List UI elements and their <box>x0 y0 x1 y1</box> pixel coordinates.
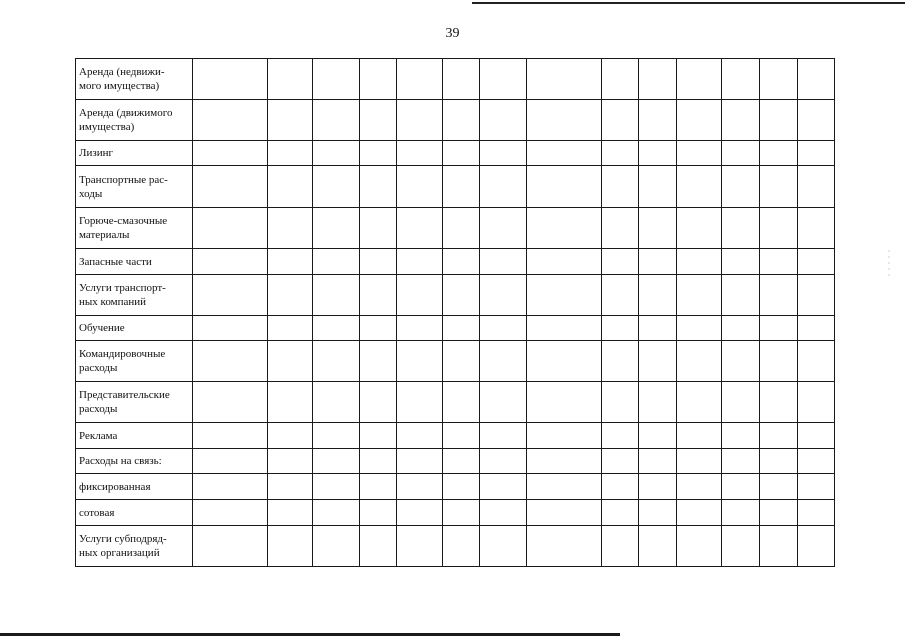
row-label: Услуги субподряд- ных организаций <box>76 526 193 567</box>
empty-cell <box>443 249 480 275</box>
empty-cell <box>360 59 397 100</box>
empty-cell <box>480 526 527 567</box>
empty-cell <box>193 59 268 100</box>
empty-cell <box>760 382 798 423</box>
empty-cell <box>639 100 677 141</box>
empty-cell <box>360 316 397 341</box>
empty-cell <box>760 249 798 275</box>
empty-cell <box>722 166 760 208</box>
empty-cell <box>639 382 677 423</box>
empty-cell <box>677 275 722 316</box>
empty-cell <box>480 449 527 474</box>
empty-cell <box>480 341 527 382</box>
empty-cell <box>397 249 443 275</box>
empty-cell <box>360 474 397 500</box>
empty-cell <box>443 474 480 500</box>
empty-cell <box>443 526 480 567</box>
empty-cell <box>639 208 677 249</box>
empty-cell <box>798 382 835 423</box>
empty-cell <box>527 382 602 423</box>
empty-cell <box>193 526 268 567</box>
empty-cell <box>677 100 722 141</box>
empty-cell <box>798 423 835 449</box>
empty-cell <box>639 249 677 275</box>
expense-table <box>75 58 835 567</box>
empty-cell <box>677 208 722 249</box>
empty-cell <box>268 275 313 316</box>
empty-cell <box>602 59 639 100</box>
empty-cell <box>268 341 313 382</box>
row-label: Лизинг <box>76 141 193 166</box>
empty-cell <box>798 249 835 275</box>
empty-cell <box>397 474 443 500</box>
empty-cell <box>480 100 527 141</box>
empty-cell <box>480 382 527 423</box>
empty-cell <box>443 275 480 316</box>
empty-cell <box>313 275 360 316</box>
empty-cell <box>722 474 760 500</box>
empty-cell <box>602 166 639 208</box>
row-label: сотовая <box>76 500 193 526</box>
empty-cell <box>443 100 480 141</box>
empty-cell <box>677 474 722 500</box>
empty-cell <box>677 141 722 166</box>
empty-cell <box>360 526 397 567</box>
empty-cell <box>268 382 313 423</box>
empty-cell <box>443 208 480 249</box>
empty-cell <box>443 341 480 382</box>
empty-cell <box>722 59 760 100</box>
empty-cell <box>677 316 722 341</box>
empty-cell <box>798 500 835 526</box>
table-row <box>76 526 835 567</box>
table-row <box>76 249 835 275</box>
empty-cell <box>602 100 639 141</box>
empty-cell <box>268 316 313 341</box>
empty-cell <box>798 526 835 567</box>
empty-cell <box>360 249 397 275</box>
empty-cell <box>268 166 313 208</box>
empty-cell <box>602 526 639 567</box>
empty-cell <box>360 500 397 526</box>
empty-cell <box>268 449 313 474</box>
empty-cell <box>193 249 268 275</box>
empty-cell <box>798 316 835 341</box>
empty-cell <box>397 208 443 249</box>
empty-cell <box>360 141 397 166</box>
empty-cell <box>397 166 443 208</box>
empty-cell <box>397 341 443 382</box>
empty-cell <box>527 100 602 141</box>
empty-cell <box>760 423 798 449</box>
table-row <box>76 500 835 526</box>
bottom-rule <box>0 633 620 636</box>
empty-cell <box>268 208 313 249</box>
empty-cell <box>722 249 760 275</box>
empty-cell <box>527 166 602 208</box>
empty-cell <box>193 474 268 500</box>
empty-cell <box>722 526 760 567</box>
empty-cell <box>639 166 677 208</box>
empty-cell <box>193 208 268 249</box>
empty-cell <box>313 166 360 208</box>
row-label: Аренда (недвижи- мого имущества) <box>76 59 193 100</box>
empty-cell <box>397 141 443 166</box>
empty-cell <box>639 500 677 526</box>
empty-cell <box>798 100 835 141</box>
empty-cell <box>443 449 480 474</box>
empty-cell <box>798 275 835 316</box>
empty-cell <box>443 316 480 341</box>
empty-cell <box>443 423 480 449</box>
empty-cell <box>193 382 268 423</box>
empty-cell <box>527 341 602 382</box>
row-label: Расходы на связь: <box>76 449 193 474</box>
empty-cell <box>193 423 268 449</box>
empty-cell <box>193 166 268 208</box>
empty-cell <box>602 208 639 249</box>
empty-cell <box>268 249 313 275</box>
empty-cell <box>677 423 722 449</box>
empty-cell <box>722 500 760 526</box>
empty-cell <box>480 316 527 341</box>
empty-cell <box>760 100 798 141</box>
page-number: 39 <box>445 26 460 41</box>
empty-cell <box>313 423 360 449</box>
empty-cell <box>760 474 798 500</box>
row-label: Командировочные расходы <box>76 341 193 382</box>
empty-cell <box>313 341 360 382</box>
empty-cell <box>313 59 360 100</box>
empty-cell <box>602 341 639 382</box>
empty-cell <box>677 59 722 100</box>
scan-specks <box>887 248 891 278</box>
empty-cell <box>397 275 443 316</box>
empty-cell <box>677 449 722 474</box>
empty-cell <box>602 141 639 166</box>
empty-cell <box>268 59 313 100</box>
table-row <box>76 59 835 100</box>
empty-cell <box>193 316 268 341</box>
empty-cell <box>360 423 397 449</box>
empty-cell <box>193 275 268 316</box>
empty-cell <box>527 249 602 275</box>
empty-cell <box>677 382 722 423</box>
row-label: фиксированная <box>76 474 193 500</box>
empty-cell <box>360 341 397 382</box>
empty-cell <box>268 500 313 526</box>
empty-cell <box>722 382 760 423</box>
empty-cell <box>760 526 798 567</box>
empty-cell <box>313 474 360 500</box>
empty-cell <box>798 141 835 166</box>
empty-cell <box>722 316 760 341</box>
empty-cell <box>798 208 835 249</box>
empty-cell <box>722 100 760 141</box>
empty-cell <box>268 141 313 166</box>
empty-cell <box>443 382 480 423</box>
empty-cell <box>602 500 639 526</box>
empty-cell <box>602 249 639 275</box>
empty-cell <box>677 500 722 526</box>
table-row <box>76 423 835 449</box>
empty-cell <box>639 449 677 474</box>
empty-cell <box>760 208 798 249</box>
empty-cell <box>760 316 798 341</box>
empty-cell <box>798 449 835 474</box>
empty-cell <box>397 59 443 100</box>
empty-cell <box>193 449 268 474</box>
empty-cell <box>798 341 835 382</box>
empty-cell <box>760 166 798 208</box>
empty-cell <box>397 423 443 449</box>
empty-cell <box>443 500 480 526</box>
empty-cell <box>360 100 397 141</box>
table-row <box>76 275 835 316</box>
empty-cell <box>480 166 527 208</box>
row-label: Транспортные рас- ходы <box>76 166 193 208</box>
empty-cell <box>677 166 722 208</box>
empty-cell <box>639 59 677 100</box>
table-body <box>76 59 835 567</box>
empty-cell <box>360 275 397 316</box>
empty-cell <box>760 449 798 474</box>
empty-cell <box>480 59 527 100</box>
empty-cell <box>677 526 722 567</box>
empty-cell <box>722 141 760 166</box>
empty-cell <box>313 141 360 166</box>
table-row <box>76 341 835 382</box>
empty-cell <box>480 474 527 500</box>
empty-cell <box>397 100 443 141</box>
empty-cell <box>397 316 443 341</box>
empty-cell <box>193 100 268 141</box>
empty-cell <box>193 141 268 166</box>
empty-cell <box>443 59 480 100</box>
table-row <box>76 100 835 141</box>
empty-cell <box>313 526 360 567</box>
empty-cell <box>722 341 760 382</box>
empty-cell <box>798 59 835 100</box>
empty-cell <box>360 449 397 474</box>
empty-cell <box>397 526 443 567</box>
empty-cell <box>722 423 760 449</box>
empty-cell <box>268 100 313 141</box>
empty-cell <box>527 208 602 249</box>
row-label: Обучение <box>76 316 193 341</box>
empty-cell <box>527 141 602 166</box>
empty-cell <box>760 341 798 382</box>
empty-cell <box>760 141 798 166</box>
table-row <box>76 166 835 208</box>
empty-cell <box>527 500 602 526</box>
empty-cell <box>722 208 760 249</box>
empty-cell <box>480 275 527 316</box>
empty-cell <box>639 341 677 382</box>
row-label: Представительские расходы <box>76 382 193 423</box>
empty-cell <box>313 100 360 141</box>
empty-cell <box>639 423 677 449</box>
row-label: Аренда (движимого имущества) <box>76 100 193 141</box>
empty-cell <box>760 275 798 316</box>
empty-cell <box>639 474 677 500</box>
empty-cell <box>527 423 602 449</box>
row-label: Горюче-смазочные материалы <box>76 208 193 249</box>
empty-cell <box>268 526 313 567</box>
empty-cell <box>313 249 360 275</box>
empty-cell <box>677 249 722 275</box>
empty-cell <box>193 500 268 526</box>
table-row <box>76 449 835 474</box>
empty-cell <box>313 449 360 474</box>
empty-cell <box>527 526 602 567</box>
empty-cell <box>527 275 602 316</box>
empty-cell <box>480 141 527 166</box>
empty-cell <box>639 141 677 166</box>
empty-cell <box>360 382 397 423</box>
empty-cell <box>722 449 760 474</box>
empty-cell <box>397 382 443 423</box>
empty-cell <box>760 500 798 526</box>
empty-cell <box>527 316 602 341</box>
empty-cell <box>397 449 443 474</box>
row-label: Запасные части <box>76 249 193 275</box>
empty-cell <box>527 474 602 500</box>
empty-cell <box>639 526 677 567</box>
empty-cell <box>313 500 360 526</box>
table-row <box>76 141 835 166</box>
empty-cell <box>360 208 397 249</box>
empty-cell <box>639 275 677 316</box>
empty-cell <box>397 500 443 526</box>
empty-cell <box>722 275 760 316</box>
empty-cell <box>527 449 602 474</box>
empty-cell <box>798 474 835 500</box>
empty-cell <box>760 59 798 100</box>
empty-cell <box>443 166 480 208</box>
empty-cell <box>602 382 639 423</box>
top-rule <box>472 2 905 4</box>
empty-cell <box>480 249 527 275</box>
empty-cell <box>360 166 397 208</box>
empty-cell <box>602 423 639 449</box>
empty-cell <box>602 449 639 474</box>
empty-cell <box>602 275 639 316</box>
empty-cell <box>480 208 527 249</box>
row-label: Услуги транспорт- ных компаний <box>76 275 193 316</box>
empty-cell <box>677 341 722 382</box>
table-row <box>76 208 835 249</box>
table-row <box>76 474 835 500</box>
empty-cell <box>268 423 313 449</box>
empty-cell <box>313 208 360 249</box>
empty-cell <box>480 500 527 526</box>
empty-cell <box>602 474 639 500</box>
empty-cell <box>193 341 268 382</box>
empty-cell <box>639 316 677 341</box>
empty-cell <box>602 316 639 341</box>
empty-cell <box>798 166 835 208</box>
row-label: Реклама <box>76 423 193 449</box>
table-row <box>76 316 835 341</box>
empty-cell <box>313 382 360 423</box>
empty-cell <box>480 423 527 449</box>
empty-cell <box>313 316 360 341</box>
empty-cell <box>268 474 313 500</box>
empty-cell <box>527 59 602 100</box>
empty-cell <box>443 141 480 166</box>
table-row <box>76 382 835 423</box>
